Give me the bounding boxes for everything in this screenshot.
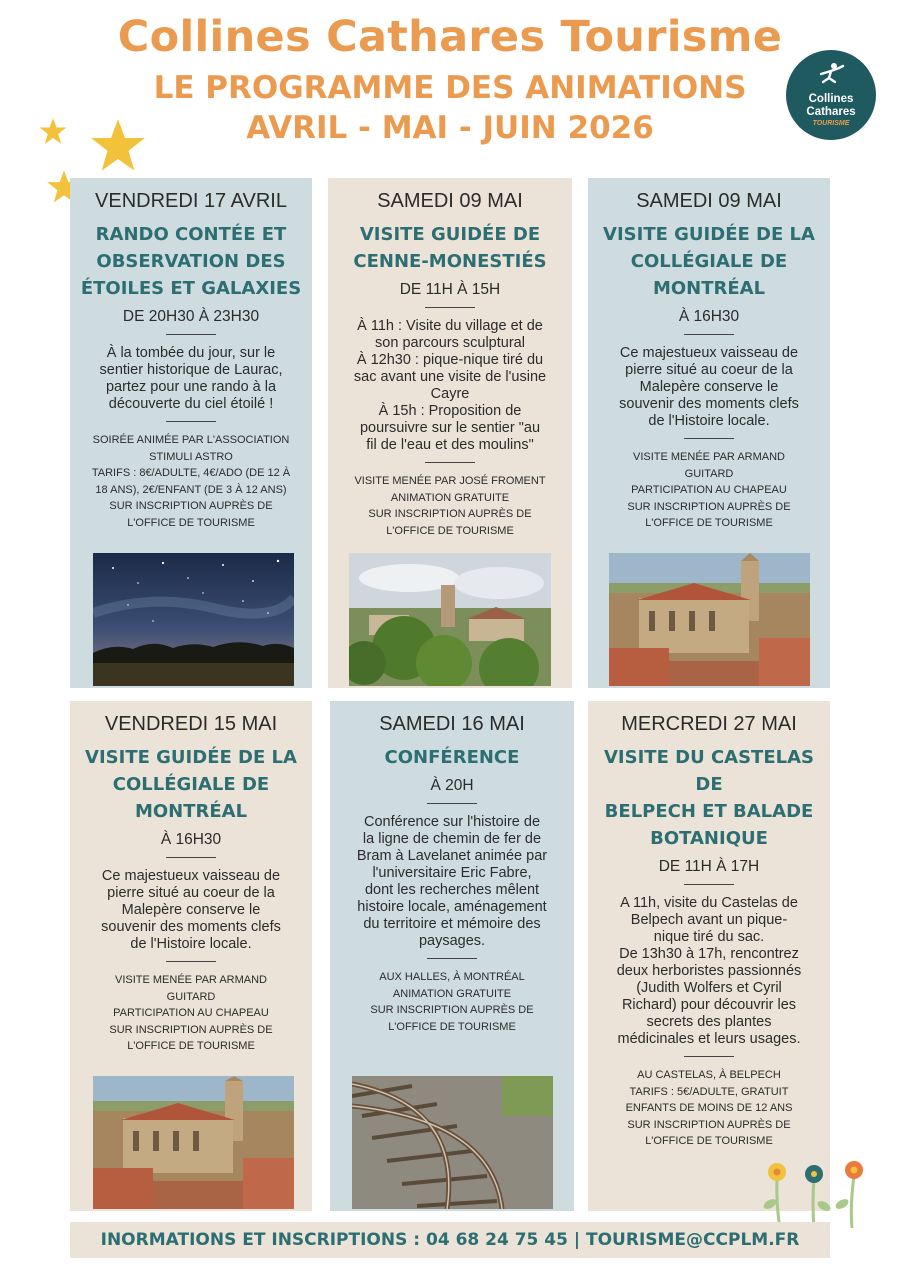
event-description: A 11h, visite du Castelas de Belpech avant un pique- nique tiré du sac. De 13h30 à 17h, rencontrez deux herboristes passionnés (Judith Wolfers et Cyril Richard) pour découvrir les secrets des plantes médicinales et leurs usages. [616,895,802,1047]
logo-text-line3: TOURISME [812,120,850,127]
event-title: VISITE DU CASTELAS DE BELPECH ET BALADE BOTANIQUE [604,747,814,849]
event-date: VENDREDI 17 AVRIL [95,190,287,212]
night-sky-photo [93,553,294,686]
event-title: CONFÉRENCE [384,747,520,768]
event-info: AUX HALLES, À MONTRÉAL ANIMATION GRATUITE SUR INSCRIPTION AUPRÈS DE L'OFFICE DE TOURISME [370,971,534,1033]
collegiale-photo [609,553,810,686]
event-title: VISITE GUIDÉE DE LA COLLÉGIALE DE MONTRÉAL [85,747,297,822]
collegiale-photo [93,1076,294,1209]
flowers-icon [762,1160,872,1230]
event-info: VISITE MENÉE PAR ARMAND GUITARD PARTICIPATION AU CHAPEAU SUR INSCRIPTION AUPRÈS DE L'OFFICE DE TOURISME [627,451,791,529]
event-title: VISITE GUIDÉE DE CENNE-MONESTIÉS [353,224,547,272]
divider [684,334,734,335]
event-info: AU CASTELAS, À BELPECH TARIFS : 5€/ADULTE, GRATUIT ENFANTS DE MOINS DE 12 ANS SUR INSCRIPTION AUPRÈS DE L'OFFICE DE TOURISME [625,1069,793,1147]
event-card [588,701,830,1211]
hiker-icon [817,62,845,84]
event-description: Ce majestueux vaisseau de pierre situé au coeur de la Malepère conserve le souvenir des moments clefs de l'Histoire locale. [101,868,281,952]
event-date: VENDREDI 15 MAI [104,713,278,735]
collines-cathares-logo [786,50,876,140]
railway-photo [352,1076,553,1209]
divider [166,961,216,962]
event-info: SOIRÉE ANIMÉE PAR L'ASSOCIATION STIMULI ASTRO TARIFS : 8€/ADULTE, 4€/ADO (DE 12 À 18 ANS), 2€/ENFANT (DE 3 À 12 ANS) SUR INSCRIPTION AUPRÈS DE L'OFFICE DE TOURISME [91,434,291,529]
program-title: LE PROGRAMME DES ANIMATIONS [153,70,747,106]
event-info: VISITE MENÉE PAR ARMAND GUITARD PARTICIPATION AU CHAPEAU SUR INSCRIPTION AUPRÈS DE L'OFFICE DE TOURISME [109,974,273,1052]
event-description: À la tombée du jour, sur le sentier historique de Laurac, partez pour une rando à la découverte du ciel étoilé ! [99,345,283,412]
logo-text-line2: Cathares [806,106,856,118]
event-time: À 20H [430,777,474,794]
event-date: SAMEDI 09 MAI [377,190,523,212]
program-period: AVRIL - MAI - JUIN 2026 [246,110,654,146]
divider [425,462,475,463]
village-photo [349,553,551,686]
divider [166,857,216,858]
divider [166,334,216,335]
divider [427,958,477,959]
event-title: VISITE GUIDÉE DE LA COLLÉGIALE DE MONTRÉAL [603,224,815,299]
divider [684,438,734,439]
divider [166,421,216,422]
divider [425,307,475,308]
event-description: À 11h : Visite du village et de son parcours sculptural À 12h30 : pique-nique tiré du sac avant une visite de l'usine Cayre À 15h : Proposition de poursuivre sur le sentier "au fil de l'eau et des moulins" [353,318,547,453]
event-description: Conférence sur l'histoire de la ligne de chemin de fer de Bram à Lavelanet animée par l'universitaire Eric Fabre, dont les recherches mêlent histoire locale, aménagement du territoire et mémoire des paysages. [356,814,548,949]
event-title: RANDO CONTÉE ET OBSERVATION DES ÉTOILES ET GALAXIES [80,224,302,299]
event-time: À 16H30 [678,308,740,325]
brand-title: Collines Cathares Tourisme [117,12,783,62]
divider [684,884,734,885]
contact-footer: INORMATIONS ET INSCRIPTIONS : 04 68 24 75 45 | TOURISME@CCPLM.FR [70,1222,830,1258]
event-description: Ce majestueux vaisseau de pierre situé au coeur de la Malepère conserve le souvenir des moments clefs de l'Histoire locale. [619,345,799,429]
event-info: VISITE MENÉE PAR JOSÉ FROMENT ANIMATION GRATUITE SUR INSCRIPTION AUPRÈS DE L'OFFICE DE TOURISME [354,475,546,537]
divider [427,803,477,804]
divider [684,1056,734,1057]
logo-text-line1: Collines [808,93,854,105]
event-time: DE 20H30 À 23H30 [122,308,260,325]
star-icon [38,117,68,145]
star-icon [88,117,148,173]
event-time: DE 11H À 17H [658,858,760,875]
event-date: SAMEDI 09 MAI [636,190,782,212]
event-time: DE 11H À 15H [399,281,501,298]
event-date: SAMEDI 16 MAI [379,713,525,735]
event-date: MERCREDI 27 MAI [621,713,797,735]
event-time: À 16H30 [160,831,222,848]
